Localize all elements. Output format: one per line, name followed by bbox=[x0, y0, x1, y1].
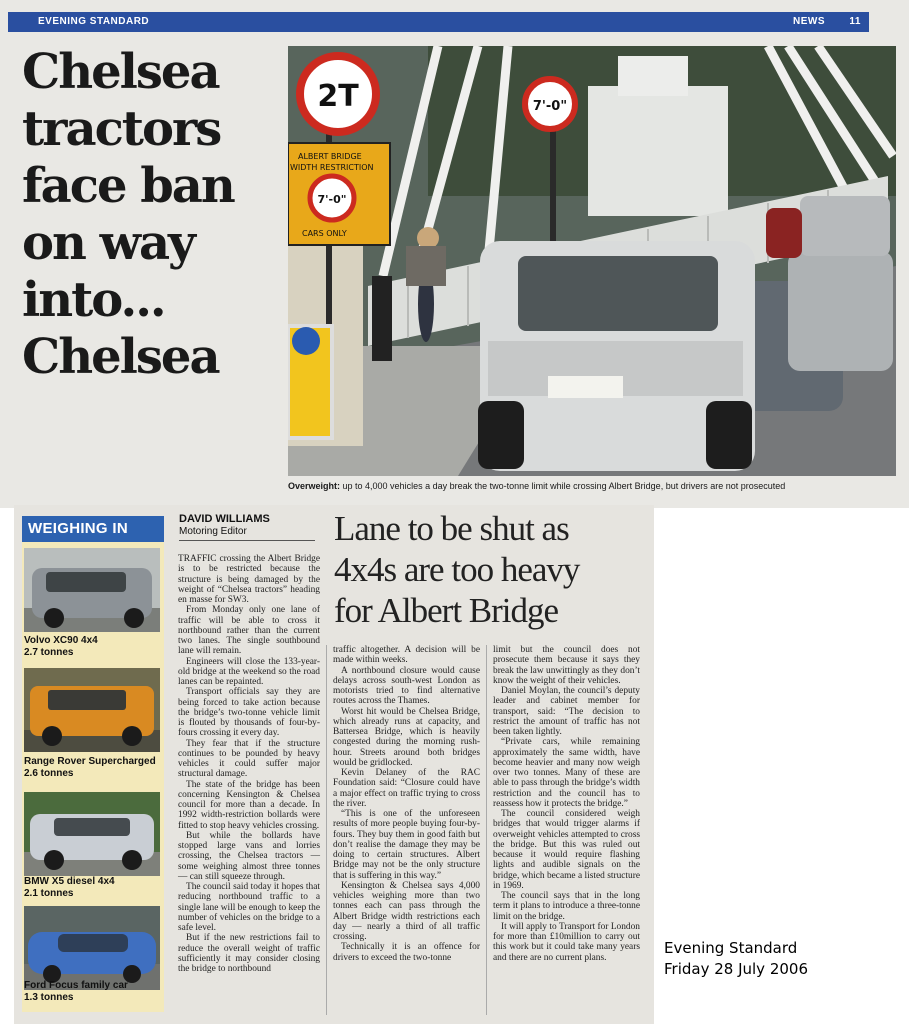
article-paragraph: The council considered weigh bridges that would trigger alarms if overweight vehicles attempted to cross the bridge. But this was ruled out because it would require flashing lights and audible signals on the bridge, which became a listed structure in 1969. bbox=[493, 809, 640, 891]
article-paragraph: The council says that in the long term it plans to introduce a three-tonne limit on the bridge. bbox=[493, 891, 640, 922]
caption-text: up to 4,000 vehicles a day break the two-tonne limit while crossing Albert Bridge, but drivers are not prosecuted bbox=[340, 481, 786, 491]
masthead-section: NEWS bbox=[793, 16, 825, 27]
main-headline bbox=[22, 44, 284, 386]
headline-line: Chelsea bbox=[22, 44, 219, 100]
article-paragraph: Transport officials say they are being forced to take action because the bridge’s two-tonne vehicle limit is flouted by thousands of four-by-fours crossing it every day. bbox=[178, 687, 320, 739]
article-paragraph: Daniel Moylan, the council’s deputy leader and cabinet member for transport, said: “The decision to restrict the amount of traffic has not been taken lightly. bbox=[493, 686, 640, 737]
dateline-paper: Evening Standard bbox=[664, 939, 798, 957]
byline bbox=[179, 513, 270, 537]
car-photo-volvo bbox=[24, 548, 160, 632]
car-photo-ford-focus bbox=[24, 906, 160, 990]
car-weight: 1.3 tonnes bbox=[24, 992, 74, 1003]
article-paragraph: Technically it is an offence for drivers to exceed the two-tonne bbox=[333, 942, 480, 963]
article-paragraph: “This is one of the unforeseen results of more people buying four-by-fours. They buy them in good faith but don’t realise the damage they may be doing to certain structures. Albert Bridge may not be the only structure that is suffering in this way.” bbox=[333, 809, 480, 881]
dateline-date: Friday 28 July 2006 bbox=[664, 960, 809, 978]
car-name: BMW X5 diesel 4x4 bbox=[24, 876, 115, 887]
car-weight: 2.1 tonnes bbox=[24, 888, 74, 899]
article-paragraph: “Private cars, while remaining approximately the same width, have become heavier and many now weigh over two tonnes. Many of these are able to pass through the bridge’s width restriction and the council has to reassess how it protects the bridge.” bbox=[493, 737, 640, 809]
article-paragraph: They fear that if the structure continues to be pounded by heavy vehicles it could suffer major structural damage. bbox=[178, 738, 320, 780]
photo-sign-weight: 2T bbox=[317, 79, 359, 114]
column-divider bbox=[326, 645, 327, 1015]
article-paragraph: But while the bollards have stopped large vans and lorries crossing, the Chelsea tractors — some weighing almost three tonnes — can still squeeze through. bbox=[178, 830, 320, 882]
photo-sign-panel-footer: CARS ONLY bbox=[302, 229, 347, 238]
article-paragraph: It will apply to Transport for London for more than £10million to carry out this work but it could take many years and there are no current plans. bbox=[493, 921, 640, 963]
bridge-photo bbox=[288, 46, 896, 476]
headline-line: Chelsea bbox=[22, 329, 219, 385]
article-column-1 bbox=[178, 554, 320, 974]
car-photo-range-rover bbox=[24, 668, 160, 752]
article-headline-line: for Albert Bridge bbox=[334, 591, 559, 630]
car-name: Volvo XC90 4x4 bbox=[24, 635, 98, 646]
article-paragraph: From Monday only one lane of traffic will be able to cross it northbound rather than the current two lanes. The single southbound lane will remain. bbox=[178, 605, 320, 657]
car-label-range-rover bbox=[24, 756, 156, 780]
photo-sign-panel-width: 7'-0" bbox=[317, 193, 347, 206]
weighing-in-sidebar bbox=[22, 542, 164, 1012]
headline-line: face ban bbox=[22, 158, 234, 214]
article-paragraph: TRAFFIC crossing the Albert Bridge is to be restricted because the structure is being damaged by the weight of “Chelsea tractors” heading en masse for SW3. bbox=[178, 554, 320, 605]
photo-sign-panel-line: WIDTH RESTRICTION bbox=[290, 163, 374, 172]
sidebar-title bbox=[22, 516, 164, 542]
masthead-bar bbox=[8, 12, 869, 32]
car-label-ford-focus bbox=[24, 980, 128, 1004]
car-name: Range Rover Supercharged bbox=[24, 756, 156, 767]
photo-caption bbox=[288, 481, 898, 491]
article-paragraph: limit but the council does not prosecute them because it says they break the law unwittingly as they don’t know the weight of their vehicles. bbox=[493, 645, 640, 686]
headline-line: on way bbox=[22, 215, 194, 271]
byline-role: Motoring Editor bbox=[179, 526, 247, 537]
masthead-page-number: 11 bbox=[849, 16, 861, 27]
article-paragraph: Engineers will close the 133-year-old bridge at the weekend so the road lanes can be repainted. bbox=[178, 656, 320, 687]
article-paragraph: A northbound closure would cause delays across south-west London as motorists tried to find alternative routes across the Thames. bbox=[333, 665, 480, 707]
byline-author: DAVID WILLIAMS bbox=[179, 513, 270, 525]
article-column-3 bbox=[493, 645, 640, 963]
article-paragraph: The state of the bridge has been concerning Kensington & Chelsea council for more than a decade. In 1992 width-restriction bollards were fitted to stop heavy vehicles crossing. bbox=[178, 779, 320, 831]
byline-divider bbox=[179, 540, 315, 541]
car-weight: 2.6 tonnes bbox=[24, 768, 74, 779]
article-paragraph: Kensington & Chelsea says 4,000 vehicles weighing more than two tonnes each can pass through the Albert Bridge width restrictions each day — nearly a third of all traffic crossing. bbox=[333, 880, 480, 942]
caption-label: Overweight: bbox=[288, 481, 341, 491]
sidebar-title-text: WEIGHING IN bbox=[28, 520, 128, 537]
headline-line: into... bbox=[22, 272, 165, 328]
headline-line: tractors bbox=[22, 101, 221, 157]
article-paragraph: But if the new restrictions fail to reduce the overall weight of traffic sufficiently it may consider closing the bridge to northbound bbox=[178, 933, 320, 974]
article-headline-line: Lane to be shut as bbox=[334, 509, 569, 548]
article-paragraph: Worst hit would be Chelsea Bridge, which already runs at capacity, and Battersea Bridge, which is heavily congested during the morning rush-hour. Streets around both bridges would be gridlocked. bbox=[333, 706, 480, 768]
car-weight: 2.7 tonnes bbox=[24, 647, 74, 658]
car-label-volvo bbox=[24, 635, 98, 659]
car-label-bmw bbox=[24, 876, 115, 900]
article-paragraph: traffic altogether. A decision will be made within weeks. bbox=[333, 645, 480, 666]
photo-sign-width: 7'-0" bbox=[532, 99, 568, 114]
masthead-paper-name: EVENING STANDARD bbox=[38, 16, 150, 27]
article-paragraph: The council said today it hopes that reducing northbound traffic to a single lane will be enough to keep the number of vehicles on the bridge to a safe level. bbox=[178, 882, 320, 933]
source-dateline bbox=[664, 938, 808, 980]
article-paragraph: Kevin Delaney of the RAC Foundation said: “Closure could have a major effect on traffic trying to cross the river. bbox=[333, 768, 480, 809]
photo-sign-panel-line: ALBERT BRIDGE bbox=[298, 152, 362, 161]
car-name: Ford Focus family car bbox=[24, 980, 128, 991]
car-photo-bmw bbox=[24, 792, 160, 876]
column-divider bbox=[486, 645, 487, 1015]
article-headline bbox=[334, 508, 644, 631]
article-headline-line: 4x4s are too heavy bbox=[334, 550, 580, 589]
article-column-2 bbox=[333, 645, 480, 963]
